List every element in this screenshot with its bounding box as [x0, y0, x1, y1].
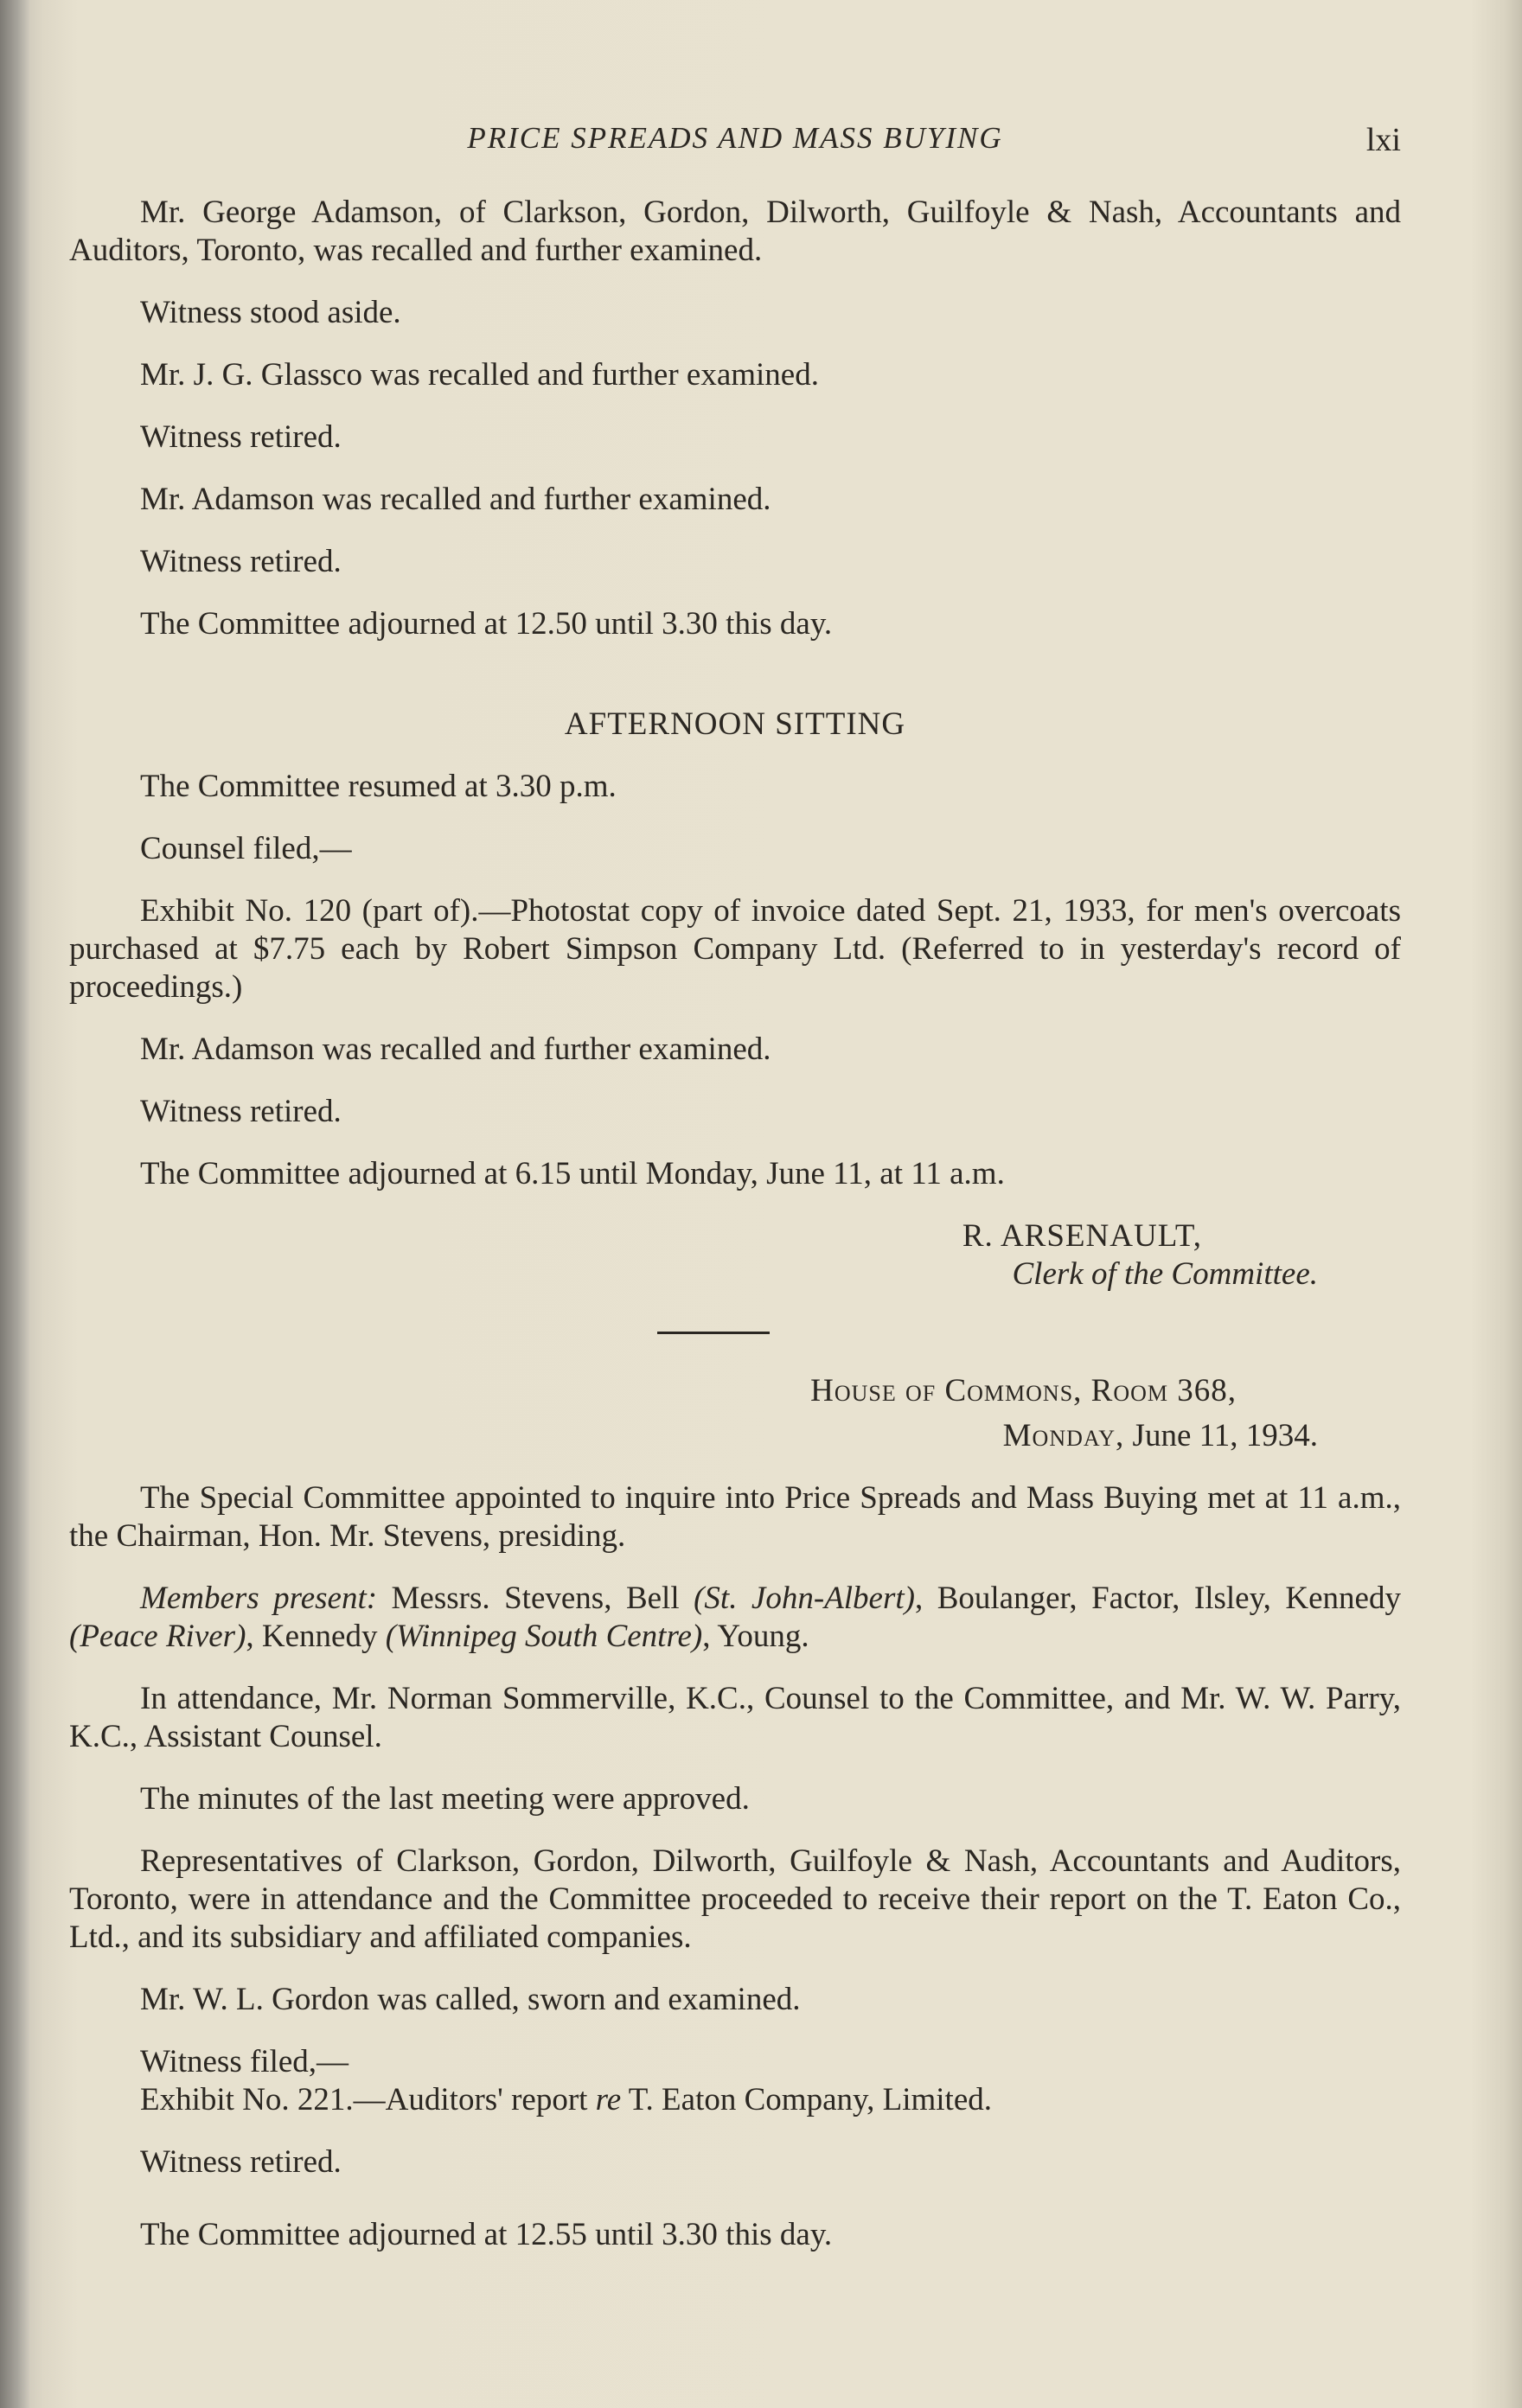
- members-text-1: Messrs. Stevens, Bell: [377, 1581, 694, 1616]
- adamson-recalled-again: Mr. Adamson was recalled and further examined.: [140, 482, 771, 517]
- gordon-sworn: Mr. W. L. Gordon was called, sworn and examined.: [140, 1982, 801, 2017]
- meeting-date: [69, 1417, 1401, 1455]
- witness-retired-2: Witness retired.: [140, 544, 342, 579]
- book-spine-shadow: [0, 0, 29, 2408]
- counsel-filed: Counsel filed,—: [140, 831, 352, 866]
- members-present: [69, 1580, 1401, 1656]
- exhibit-221-a: Exhibit No. 221.—Auditors' report: [140, 2082, 596, 2117]
- section-divider: [657, 1332, 770, 1334]
- meeting-date-day: Monday,: [1002, 1418, 1125, 1453]
- committee-opening: The Special Committee appointed to inquire into Price Spreads and Mass Buying met at 11 a.m., the Chairman, Hon. Mr. Stevens, presiding.: [69, 1480, 1401, 1554]
- committee-resumed: The Committee resumed at 3.30 p.m.: [140, 769, 617, 804]
- attendance: In attendance, Mr. Norman Sommerville, K.C., Counsel to the Committee, and Mr. W. W. Parry, K.C., Assistant Counsel.: [69, 1681, 1401, 1754]
- afternoon-sitting-heading: AFTERNOON SITTING: [564, 706, 906, 742]
- exhibit-120: Exhibit No. 120 (part of).—Photostat copy of invoice dated Sept. 21, 1933, for men's overcoats purchased at $7.75 each by Robert Simpson Company Ltd. (Referred to in yesterday's record of proceedings.): [69, 893, 1401, 1005]
- representatives-paragraph: Representatives of Clarkson, Gordon, Dilworth, Guilfoyle & Nash, Accountants and Auditors, Toronto, were in attendance and the Committee proceeded to receive their report on the T. Eaton Co., Ltd., and its subsidiary and affiliated companies.: [69, 1843, 1401, 1955]
- running-head-title: PRICE SPREADS AND MASS BUYING: [467, 121, 1003, 155]
- final-adjournment: The Committee adjourned at 12.55 until 3.30 this day.: [140, 2217, 833, 2252]
- clerk-name: R. ARSENAULT,: [962, 1218, 1202, 1254]
- meeting-date-rest: June 11, 1934.: [1124, 1418, 1318, 1453]
- exhibit-221-re: re: [595, 2082, 622, 2117]
- page-number: lxi: [1365, 122, 1401, 158]
- witness-retired-1: Witness retired.: [140, 419, 342, 455]
- meeting-location: [69, 1372, 1401, 1410]
- witness-filed: Witness filed,—: [140, 2044, 349, 2079]
- members-text-2: , Boulanger, Factor, Ilsley, Kennedy: [914, 1581, 1401, 1616]
- meeting-location-text: House of Commons, Room 368,: [810, 1373, 1237, 1408]
- riding-1: (St. John-Albert): [694, 1581, 915, 1616]
- exhibit-221: [69, 2081, 1401, 2119]
- glassco-recalled: Mr. J. G. Glassco was recalled and further examined.: [140, 357, 819, 393]
- morning-adjournment: The Committee adjourned at 12.50 until 3.30 this day.: [140, 606, 833, 642]
- minutes-approved: The minutes of the last meeting were approved.: [140, 1781, 750, 1817]
- page-body: [69, 118, 1401, 2254]
- afternoon-adjournment: The Committee adjourned at 6.15 until Monday, June 11, at 11 a.m.: [140, 1156, 1005, 1191]
- witness-stood-aside: Witness stood aside.: [140, 295, 401, 330]
- adamson-recalled-paragraph: Mr. George Adamson, of Clarkson, Gordon, Dilworth, Guilfoyle & Nash, Accountants and Auditors, Toronto, was recalled and further examined.: [69, 195, 1401, 268]
- clerk-title: Clerk of the Committee.: [1012, 1256, 1318, 1292]
- members-text-4: , Young.: [702, 1619, 809, 1654]
- witness-retired-3: Witness retired.: [140, 1094, 342, 1129]
- exhibit-221-b: T. Eaton Company, Limited.: [621, 2082, 992, 2117]
- members-text-3: , Kennedy: [246, 1619, 386, 1654]
- members-present-label: Members present:: [140, 1581, 378, 1616]
- witness-retired-4: Witness retired.: [140, 2144, 342, 2180]
- riding-3: (Winnipeg South Centre): [385, 1619, 703, 1654]
- adamson-recalled-afternoon: Mr. Adamson was recalled and further examined.: [140, 1032, 771, 1067]
- riding-2: (Peace River): [69, 1619, 246, 1654]
